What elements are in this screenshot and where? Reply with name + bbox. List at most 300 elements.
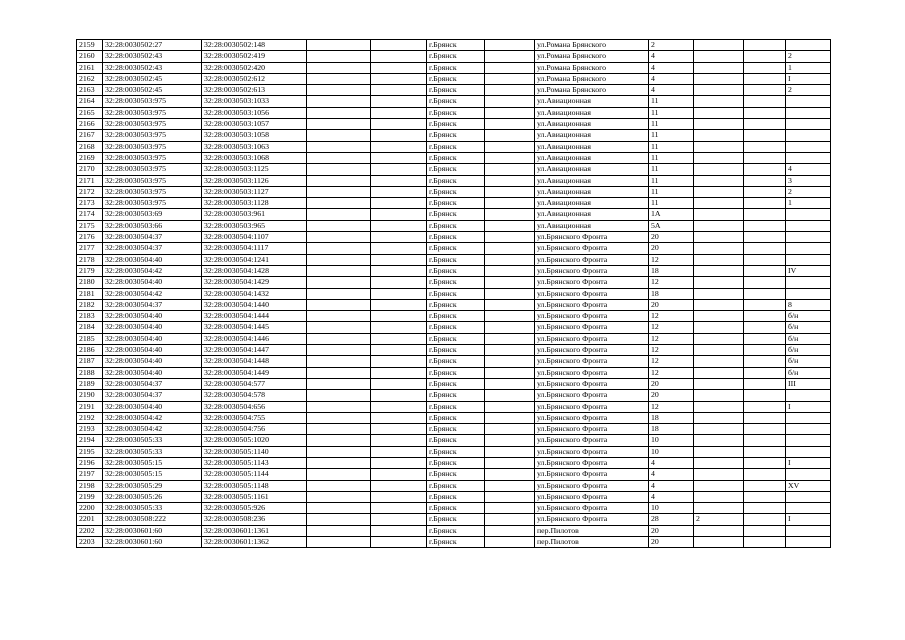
table-cell: 32:28:0030508:236	[202, 514, 307, 525]
table-cell: ул.Романа Брянского	[535, 51, 649, 62]
table-cell: ул.Брянского Фронта	[535, 469, 649, 480]
table-cell	[485, 480, 535, 491]
table-cell	[786, 209, 831, 220]
table-cell	[786, 446, 831, 457]
table-cell: г.Брянск	[427, 378, 485, 389]
table-cell	[744, 40, 786, 51]
table-cell: 32:28:0030504:755	[202, 412, 307, 423]
table-cell: 32:28:0030504:40	[103, 367, 202, 378]
table-cell: 2172	[77, 186, 103, 197]
table-cell	[307, 51, 371, 62]
table-cell: 2200	[77, 503, 103, 514]
table-cell: 32:28:0030505:1140	[202, 446, 307, 457]
table-cell: 2194	[77, 435, 103, 446]
table-cell	[694, 356, 744, 367]
table-cell: 2	[786, 51, 831, 62]
table-row	[77, 254, 831, 265]
table-cell: 32:28:0030504:42	[103, 412, 202, 423]
table-cell	[694, 152, 744, 163]
table-cell	[371, 51, 427, 62]
table-cell: 11	[649, 107, 694, 118]
table-cell	[744, 141, 786, 152]
table-cell: 11	[649, 164, 694, 175]
table-row	[77, 96, 831, 107]
table-cell	[485, 311, 535, 322]
table-cell	[307, 345, 371, 356]
table-row	[77, 537, 831, 548]
table-cell: 10	[649, 503, 694, 514]
table-cell: 2197	[77, 469, 103, 480]
table-cell	[307, 333, 371, 344]
table-cell	[744, 322, 786, 333]
table-row	[77, 514, 831, 525]
table-cell	[307, 164, 371, 175]
table-cell: г.Брянск	[427, 503, 485, 514]
table-cell	[744, 446, 786, 457]
table-cell	[307, 85, 371, 96]
table-cell	[744, 51, 786, 62]
table-cell: г.Брянск	[427, 40, 485, 51]
table-cell	[485, 107, 535, 118]
table-cell	[744, 299, 786, 310]
table-cell: г.Брянск	[427, 62, 485, 73]
table-cell	[744, 107, 786, 118]
table-row	[77, 152, 831, 163]
table-cell: ул.Романа Брянского	[535, 85, 649, 96]
table-cell: ул.Брянского Фронта	[535, 254, 649, 265]
table-row	[77, 73, 831, 84]
table-cell: 2171	[77, 175, 103, 186]
table-cell	[307, 288, 371, 299]
table-cell	[744, 480, 786, 491]
table-cell: г.Брянск	[427, 525, 485, 536]
table-cell	[694, 322, 744, 333]
table-cell	[694, 254, 744, 265]
table-cell: г.Брянск	[427, 51, 485, 62]
table-row	[77, 525, 831, 536]
table-cell	[307, 401, 371, 412]
table-cell: б/н	[786, 322, 831, 333]
table-cell: б/н	[786, 311, 831, 322]
table-cell: 2165	[77, 107, 103, 118]
table-cell	[744, 232, 786, 243]
table-cell	[694, 311, 744, 322]
table-row	[77, 299, 831, 310]
table-cell: 2187	[77, 356, 103, 367]
table-row	[77, 457, 831, 468]
table-row	[77, 186, 831, 197]
table-cell: 20	[649, 537, 694, 548]
table-cell	[744, 401, 786, 412]
table-cell: 32:28:0030502:45	[103, 73, 202, 84]
table-cell	[694, 198, 744, 209]
table-cell	[307, 322, 371, 333]
table-cell: 2	[786, 85, 831, 96]
table-cell: 32:28:0030504:40	[103, 254, 202, 265]
table-cell	[371, 322, 427, 333]
table-cell: 1	[786, 198, 831, 209]
table-cell: 2182	[77, 299, 103, 310]
table-cell	[744, 277, 786, 288]
table-cell: г.Брянск	[427, 514, 485, 525]
table-row	[77, 480, 831, 491]
table-cell	[307, 367, 371, 378]
table-cell	[485, 469, 535, 480]
table-cell: 32:28:0030504:40	[103, 311, 202, 322]
table-cell: 32:28:0030503:66	[103, 220, 202, 231]
table-cell: 2190	[77, 390, 103, 401]
table-row	[77, 446, 831, 457]
table-cell	[786, 40, 831, 51]
table-cell: 2	[786, 186, 831, 197]
table-cell	[744, 491, 786, 502]
table-row	[77, 503, 831, 514]
table-row	[77, 51, 831, 62]
table-cell: 32:28:0030601:60	[103, 537, 202, 548]
table-cell	[485, 152, 535, 163]
table-cell: 32:28:0030504:1429	[202, 277, 307, 288]
table-cell: 32:28:0030601:1362	[202, 537, 307, 548]
table-cell	[786, 277, 831, 288]
table-cell: 20	[649, 525, 694, 536]
table-cell: 32:28:0030502:612	[202, 73, 307, 84]
table-cell	[371, 378, 427, 389]
table-cell: ул.Брянского Фронта	[535, 311, 649, 322]
table-cell: г.Брянск	[427, 345, 485, 356]
table-row	[77, 491, 831, 502]
table-cell	[485, 424, 535, 435]
table-cell	[485, 220, 535, 231]
table-cell: 28	[649, 514, 694, 525]
table-cell: г.Брянск	[427, 412, 485, 423]
table-cell: 11	[649, 186, 694, 197]
table-cell: 32:28:0030503:1128	[202, 198, 307, 209]
table-cell	[694, 412, 744, 423]
table-cell: 32:28:0030503:975	[103, 119, 202, 130]
table-cell: 32:28:0030505:1161	[202, 491, 307, 502]
table-row	[77, 62, 831, 73]
table-cell	[485, 141, 535, 152]
table-cell: 4	[649, 85, 694, 96]
table-cell: г.Брянск	[427, 491, 485, 502]
table-cell	[786, 254, 831, 265]
table-cell	[371, 130, 427, 141]
table-cell	[694, 378, 744, 389]
table-cell	[307, 254, 371, 265]
table-cell: 2203	[77, 537, 103, 548]
table-cell	[694, 491, 744, 502]
table-cell	[744, 265, 786, 276]
table-cell	[744, 424, 786, 435]
table-cell: г.Брянск	[427, 435, 485, 446]
table-cell: ул.Брянского Фронта	[535, 412, 649, 423]
table-cell	[485, 51, 535, 62]
table-cell: 32:28:0030502:148	[202, 40, 307, 51]
table-cell: г.Брянск	[427, 277, 485, 288]
table-cell: ул.Брянского Фронта	[535, 232, 649, 243]
table-cell: г.Брянск	[427, 480, 485, 491]
table-cell: 4	[649, 73, 694, 84]
table-cell	[485, 62, 535, 73]
table-cell	[786, 220, 831, 231]
table-cell	[786, 288, 831, 299]
table-cell: 32:28:0030505:33	[103, 503, 202, 514]
table-cell: г.Брянск	[427, 186, 485, 197]
table-cell	[485, 446, 535, 457]
table-cell: 32:28:0030504:1440	[202, 299, 307, 310]
table-cell	[371, 446, 427, 457]
table-cell: 2174	[77, 209, 103, 220]
table-cell	[694, 209, 744, 220]
table-cell	[485, 175, 535, 186]
table-cell: 32:28:0030502:613	[202, 85, 307, 96]
table-cell: г.Брянск	[427, 96, 485, 107]
table-cell	[485, 457, 535, 468]
table-cell	[307, 537, 371, 548]
table-cell	[307, 412, 371, 423]
table-cell	[307, 480, 371, 491]
table-cell	[485, 198, 535, 209]
table-cell: г.Брянск	[427, 367, 485, 378]
table-cell	[307, 457, 371, 468]
table-row	[77, 356, 831, 367]
table-cell: г.Брянск	[427, 537, 485, 548]
table-cell: г.Брянск	[427, 311, 485, 322]
table-row	[77, 198, 831, 209]
table-cell: ул.Авиационная	[535, 130, 649, 141]
table-cell: 10	[649, 435, 694, 446]
table-cell: 32:28:0030505:33	[103, 446, 202, 457]
table-cell: 12	[649, 367, 694, 378]
table-cell: ул.Романа Брянского	[535, 40, 649, 51]
table-row	[77, 130, 831, 141]
table-cell	[694, 299, 744, 310]
table-cell	[694, 243, 744, 254]
table-cell	[786, 390, 831, 401]
table-cell	[485, 333, 535, 344]
table-cell: 11	[649, 119, 694, 130]
table-cell: 20	[649, 378, 694, 389]
table-cell: 32:28:0030504:1117	[202, 243, 307, 254]
table-cell	[694, 62, 744, 73]
table-cell: ул.Романа Брянского	[535, 62, 649, 73]
table-cell: 8	[786, 299, 831, 310]
table-cell: 32:28:0030504:42	[103, 265, 202, 276]
table-cell: ул.Авиационная	[535, 209, 649, 220]
table-cell: 32:28:0030505:1143	[202, 457, 307, 468]
table-cell: 32:28:0030502:420	[202, 62, 307, 73]
table-cell: 32:28:0030502:27	[103, 40, 202, 51]
table-cell	[371, 277, 427, 288]
table-cell: пер.Пилотов	[535, 525, 649, 536]
table-cell: г.Брянск	[427, 243, 485, 254]
table-cell: 18	[649, 288, 694, 299]
table-cell: 2	[694, 514, 744, 525]
table-cell	[371, 333, 427, 344]
table-cell	[744, 412, 786, 423]
table-cell	[485, 85, 535, 96]
table-cell: 32:28:0030503:1126	[202, 175, 307, 186]
table-cell	[694, 480, 744, 491]
table-row	[77, 378, 831, 389]
table-cell	[371, 401, 427, 412]
table-cell	[307, 209, 371, 220]
table-cell	[744, 469, 786, 480]
table-cell: 5А	[649, 220, 694, 231]
table-cell	[485, 356, 535, 367]
table-row	[77, 119, 831, 130]
table-cell	[694, 503, 744, 514]
table-cell: 32:28:0030502:43	[103, 62, 202, 73]
table-cell	[307, 186, 371, 197]
table-cell: ул.Брянского Фронта	[535, 345, 649, 356]
table-cell: 18	[649, 412, 694, 423]
table-cell: 2180	[77, 277, 103, 288]
table-cell	[371, 73, 427, 84]
table-cell: 32:28:0030505:29	[103, 480, 202, 491]
table-cell	[786, 107, 831, 118]
table-cell: 32:28:0030601:60	[103, 525, 202, 536]
table-cell: г.Брянск	[427, 401, 485, 412]
table-row	[77, 401, 831, 412]
table-cell: 4	[649, 491, 694, 502]
table-cell: 32:28:0030504:40	[103, 401, 202, 412]
table-cell: 2183	[77, 311, 103, 322]
table-cell: ул.Авиационная	[535, 175, 649, 186]
table-cell	[371, 209, 427, 220]
table-cell: 32:28:0030503:1058	[202, 130, 307, 141]
table-cell	[371, 40, 427, 51]
table-row	[77, 85, 831, 96]
table-cell: г.Брянск	[427, 254, 485, 265]
table-cell	[307, 514, 371, 525]
table-cell	[371, 525, 427, 536]
table-cell	[371, 152, 427, 163]
table-cell: 32:28:0030503:975	[103, 175, 202, 186]
table-cell: I	[786, 457, 831, 468]
table-cell: ул.Брянского Фронта	[535, 322, 649, 333]
table-cell	[371, 514, 427, 525]
table-cell: 32:28:0030505:926	[202, 503, 307, 514]
table-cell: ул.Авиационная	[535, 96, 649, 107]
table-cell	[307, 435, 371, 446]
table-cell	[485, 367, 535, 378]
table-cell	[307, 40, 371, 51]
table-cell	[485, 390, 535, 401]
table-row	[77, 424, 831, 435]
table-cell: 4	[649, 51, 694, 62]
table-cell: 12	[649, 277, 694, 288]
table-cell: 20	[649, 243, 694, 254]
table-cell	[485, 232, 535, 243]
table-cell: 32:28:0030503:975	[103, 96, 202, 107]
table-cell: 32:28:0030601:1361	[202, 525, 307, 536]
table-row	[77, 435, 831, 446]
table-cell: 2163	[77, 85, 103, 96]
table-cell	[694, 401, 744, 412]
table-cell	[694, 141, 744, 152]
table-cell	[744, 96, 786, 107]
table-cell	[307, 62, 371, 73]
table-cell	[371, 390, 427, 401]
table-cell: 2191	[77, 401, 103, 412]
table-cell	[786, 435, 831, 446]
table-cell	[694, 525, 744, 536]
table-cell: 2185	[77, 333, 103, 344]
table-cell	[307, 220, 371, 231]
table-cell: ул.Брянского Фронта	[535, 378, 649, 389]
table-row	[77, 469, 831, 480]
table-cell: 11	[649, 141, 694, 152]
table-cell	[694, 232, 744, 243]
table-cell	[371, 175, 427, 186]
table-cell: 12	[649, 322, 694, 333]
table-cell	[371, 288, 427, 299]
table-cell	[744, 514, 786, 525]
table-cell	[694, 367, 744, 378]
table-cell	[485, 503, 535, 514]
table-cell: г.Брянск	[427, 424, 485, 435]
table-cell: ул.Авиационная	[535, 107, 649, 118]
table-cell: б/н	[786, 367, 831, 378]
table-cell: 32:28:0030502:43	[103, 51, 202, 62]
table-cell	[694, 73, 744, 84]
table-cell: 32:28:0030503:1056	[202, 107, 307, 118]
table-cell: 11	[649, 198, 694, 209]
table-cell: 32:28:0030504:40	[103, 277, 202, 288]
table-cell: 2184	[77, 322, 103, 333]
table-cell: ул.Брянского Фронта	[535, 457, 649, 468]
table-cell: 32:28:0030504:40	[103, 356, 202, 367]
table-cell: г.Брянск	[427, 220, 485, 231]
table-cell: 32:28:0030503:975	[103, 164, 202, 175]
table-cell	[485, 345, 535, 356]
table-cell: 12	[649, 311, 694, 322]
table-body	[77, 40, 831, 548]
table-cell: 2193	[77, 424, 103, 435]
table-cell	[307, 96, 371, 107]
table-cell: г.Брянск	[427, 107, 485, 118]
table-cell	[786, 152, 831, 163]
table-cell: г.Брянск	[427, 322, 485, 333]
table-cell: ул.Брянского Фронта	[535, 277, 649, 288]
table-cell: 32:28:0030504:37	[103, 243, 202, 254]
table-row	[77, 107, 831, 118]
table-cell	[371, 435, 427, 446]
table-cell: 32:28:0030504:37	[103, 232, 202, 243]
table-cell	[694, 424, 744, 435]
table-cell	[694, 469, 744, 480]
table-cell: 32:28:0030503:975	[103, 198, 202, 209]
table-cell	[744, 119, 786, 130]
table-cell: 32:28:0030505:1144	[202, 469, 307, 480]
table-cell	[744, 152, 786, 163]
table-cell: 2202	[77, 525, 103, 536]
table-cell: 32:28:0030505:1148	[202, 480, 307, 491]
table-cell	[786, 243, 831, 254]
table-cell: ул.Брянского Фронта	[535, 333, 649, 344]
table-cell: 2198	[77, 480, 103, 491]
table-cell	[371, 367, 427, 378]
table-cell	[744, 85, 786, 96]
table-cell: г.Брянск	[427, 299, 485, 310]
table-cell: 11	[649, 152, 694, 163]
table-cell	[371, 96, 427, 107]
table-row	[77, 40, 831, 51]
table-cell	[307, 175, 371, 186]
table-cell	[485, 412, 535, 423]
table-cell	[371, 232, 427, 243]
